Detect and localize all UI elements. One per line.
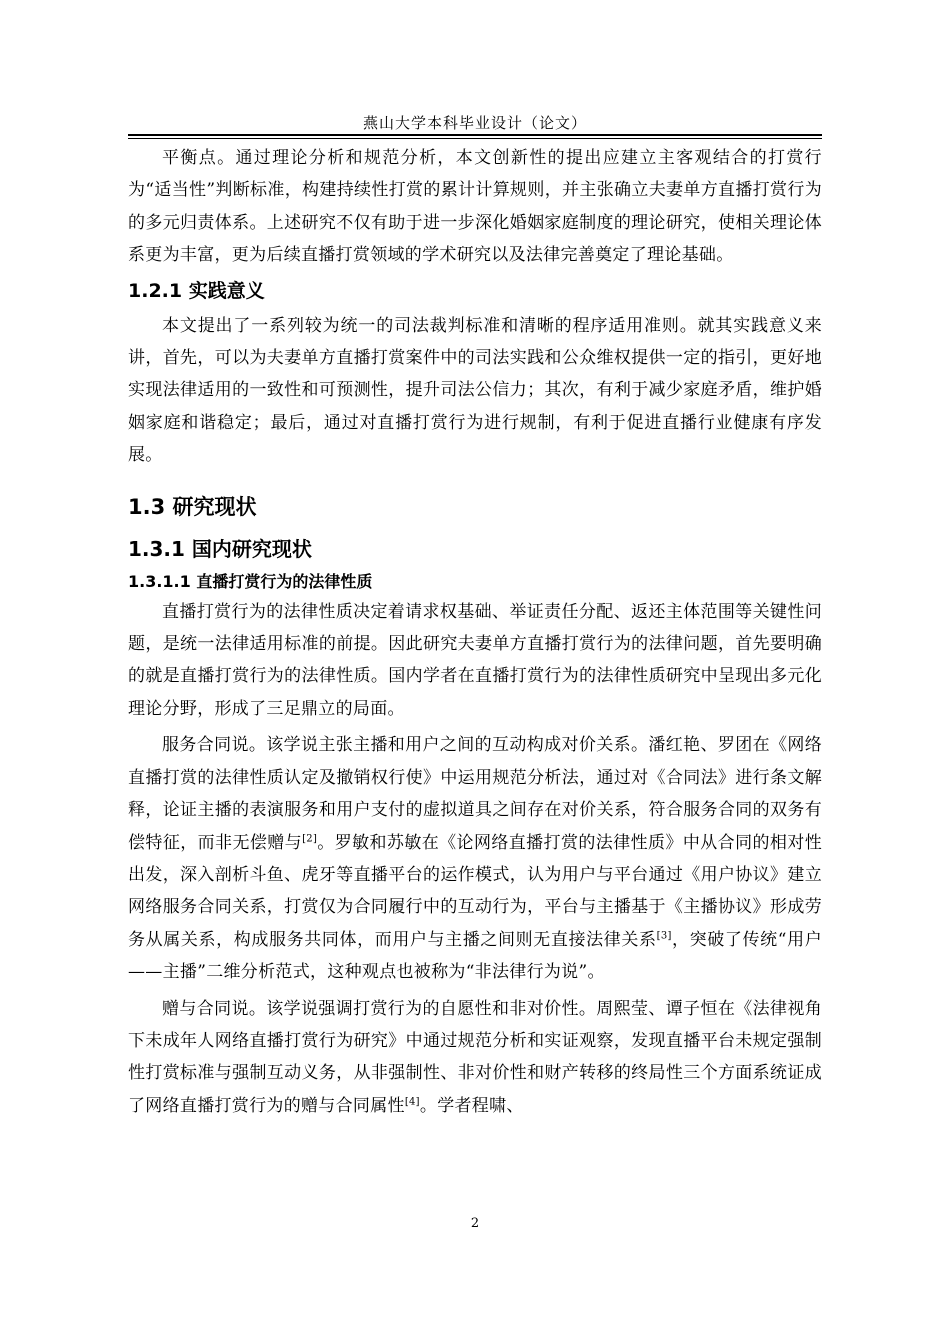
heading-1-3-1-1 xyxy=(128,568,822,596)
gift-contract-text-2: 。学者程啸、 xyxy=(419,1095,524,1116)
heading-1-3: 1.3 研究现状 xyxy=(128,494,257,519)
heading-1-3-1-1-number: 1.3.1.1 xyxy=(128,571,191,591)
service-contract-text-2: 。罗敏和苏敏在《论网络直播打赏的法律性质》中从合同的相对性出发，深入剖析斗鱼、虎牙等直播平台的运作模式，认为用户与平台通过《用户协议》建立网络服务合同关系，打赏仅为合同履行中的互动行为，平台与主播基于《主播协议》形成劳务从属关系，构成服务共同体，而用户与主播之间则无直接法律关系 xyxy=(128,832,823,950)
header-rule-thin xyxy=(128,138,822,139)
paragraph-legal-nature: 直播打赏行为的法律性质决定着请求权基础、举证责任分配、返还主体范围等关键性问题，是统一法律适用标准的前提。因此研究夫妻单方直播打赏行为的法律问题，首先要明确的就是直播打赏行为的法律性质。国内学者在直播打赏行为的法律性质研究中呈现出多元化理论分野，形成了三足鼎立的局面。 xyxy=(128,601,822,719)
page-number: 2 xyxy=(470,1216,480,1231)
citation-3: [3] xyxy=(656,930,672,942)
gift-contract-text-1: 赠与合同说。该学说强调打赏行为的自愿性和非对价性。周熙莹、谭子恒在《法律视角下未成年人网络直播打赏行为研究》中通过规范分析和实证观察，发现直播平台未规定强制性打赏标准与强制互动义务，从非强制性、非对价性和财产转移的终局性三个方面系统证成了网络直播打赏行为的赠与合同属性 xyxy=(128,998,822,1116)
heading-1-2-1: 1.2.1 实践意义 xyxy=(128,279,265,302)
citation-2: [2] xyxy=(302,832,318,844)
heading-1-3-1: 1.3.1 国内研究现状 xyxy=(128,536,312,561)
heading-1-3-1-1-text: 直播打赏行为的法律性质 xyxy=(196,571,373,591)
paragraph-service-contract xyxy=(128,725,822,988)
paragraph-continued: 平衡点。通过理论分析和规范分析，本文创新性的提出应建立主客观结合的打赏行为“适当性”判断标准，构建持续性打赏的累计计算规则，并主张确立夫妻单方直播打赏行为的多元归责体系。上述研究不仅有助于进一步深化婚姻家庭制度的理论研究，使相关理论体系更为丰富，更为后续直播打赏领域的学术研究以及法律完善奠定了理论基础。 xyxy=(128,148,822,266)
paragraph-practical-significance: 本文提出了一系列较为统一的司法裁判标准和清晰的程序适用准则。就其实践意义来讲，首先，可以为夫妻单方直播打赏案件中的司法实践和公众维权提供一定的指引，更好地实现法律适用的一致性和可预测性，提升司法公信力；其次，有利于减少家庭矛盾，维护婚姻家庭和谐稳定；最后，通过对直播打赏行为进行规制，有利于促进直播行业健康有序发展。 xyxy=(128,315,822,466)
service-contract-text-3: ，突破了传统“用户——主播”二维分析范式，这种观点也被称为“非法律行为说”。 xyxy=(128,929,823,983)
service-contract-text-1: 服务合同说。该学说主张主播和用户之间的互动构成对价关系。潘红艳、罗团在《网络直播打赏的法律性质认定及撤销权行使》中运用规范分析法，通过对《合同法》进行条文解释，论证主播的表演服务和用户支付的虚拟道具之间存在对价关系，符合服务合同的双务有偿特征，而非无偿赠与 xyxy=(128,735,822,853)
body-content xyxy=(128,142,822,1122)
running-header: 燕山大学本科毕业设计（论文） xyxy=(362,114,587,132)
header-rule-thick xyxy=(128,134,822,136)
paragraph-gift-contract xyxy=(128,989,822,1123)
citation-4: [4] xyxy=(404,1096,420,1108)
